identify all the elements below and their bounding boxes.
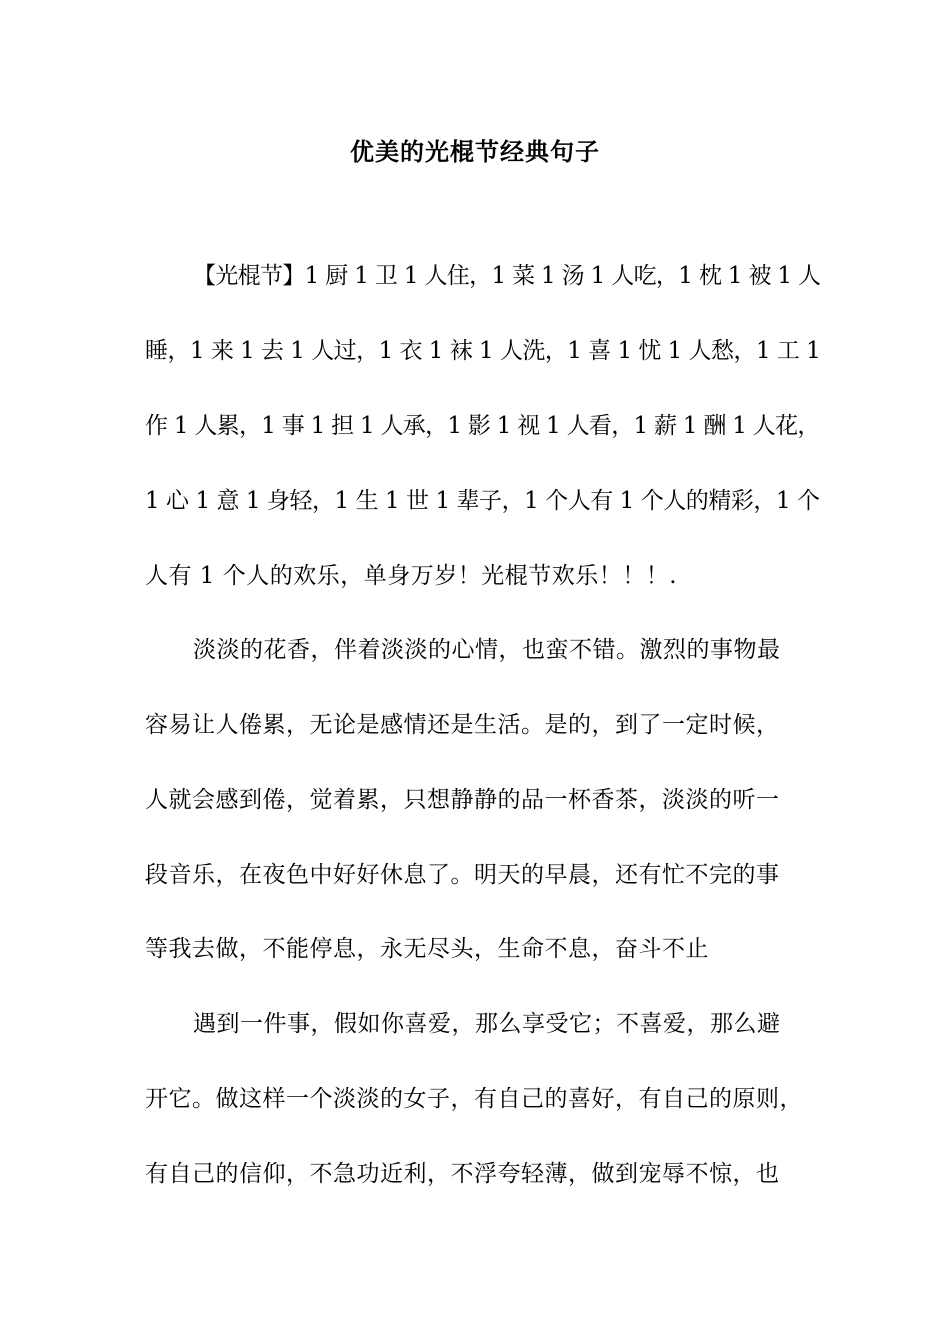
paragraph-line: 容易让人倦累，无论是感情还是生活。是的，到了一定时候， [145,712,780,738]
paragraph-line: 淡淡的花香，伴着淡淡的心情，也蛮不错。激烈的事物最 [193,637,781,663]
paragraph-line: 人就会感到倦，觉着累，只想静静的品一杯香茶，淡淡的听一 [145,787,780,813]
paragraph-line: 等我去做，不能停息，永无尽头，生命不息，奋斗不止 [145,936,709,962]
paragraph-line: 遇到一件事，假如你喜爱，那么享受它；不喜爱，那么避 [193,1011,781,1037]
paragraph-line: 人有 1 个人的欢乐，单身万岁！光棍节欢乐！！！. [145,563,678,589]
document-title: 优美的光棍节经典句子 [350,138,600,166]
paragraph-line: 开它。做这样一个淡淡的女子，有自己的喜好，有自己的原则， [145,1086,803,1112]
paragraph-line: 有自己的信仰，不急功近利，不浮夸轻薄，做到宠辱不惊，也 [145,1161,780,1187]
paragraph-line: 段音乐，在夜色中好好休息了。明天的早晨，还有忙不完的事 [145,862,780,888]
paragraph-line: 睡，1 来 1 去 1 人过，1 衣 1 袜 1 人洗，1 喜 1 忧 1 人愁，1 工 1 [145,338,821,364]
paragraph-line: 【光棍节】1 厨 1 卫 1 人住，1 菜 1 汤 1 人吃，1 枕 1 被 1 人 [193,263,821,289]
paragraph-line: 作 1 人累，1 事 1 担 1 人承，1 影 1 视 1 人看，1 薪 1 酬 1 人花， [145,413,820,439]
paragraph-line: 1 心 1 意 1 身轻，1 生 1 世 1 辈子，1 个人有 1 个人的精彩，1 个 [145,488,820,514]
